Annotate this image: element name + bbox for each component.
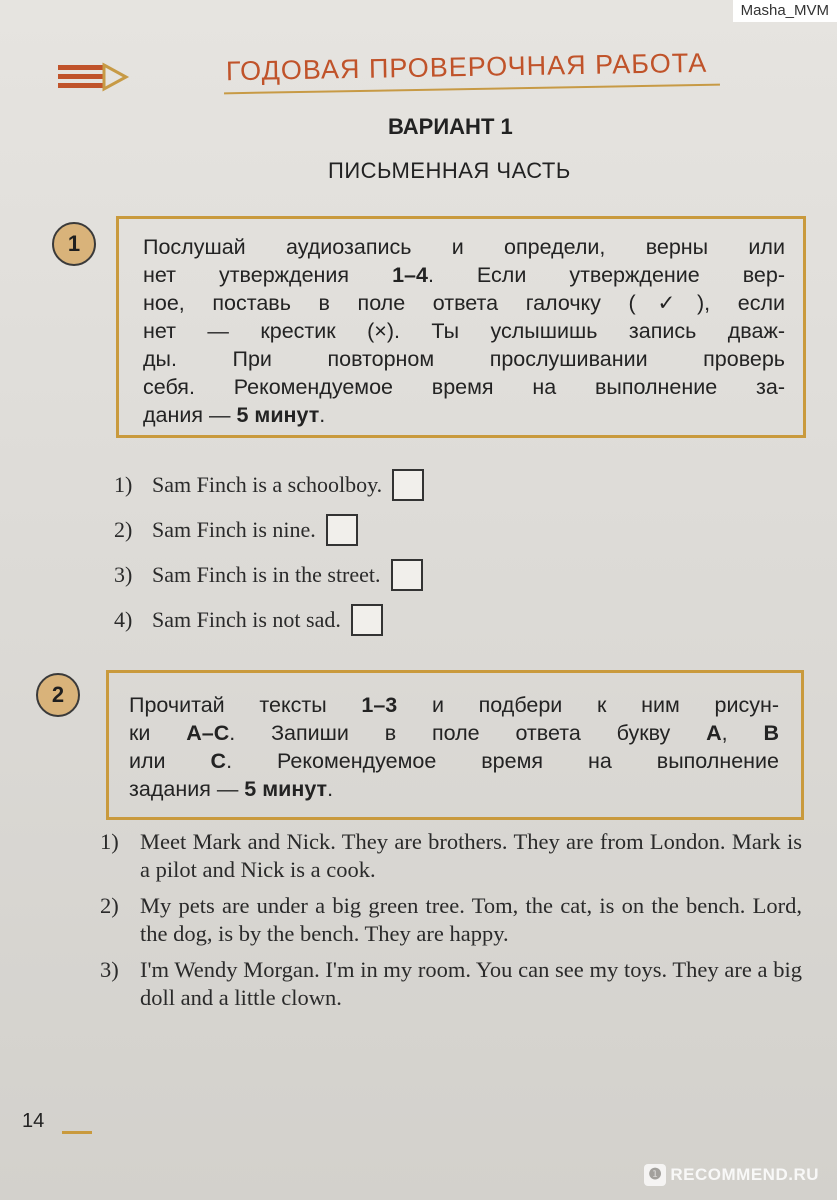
task-1-line-4: нет — крестик (×). Ты услышишь запись дваж- bbox=[143, 319, 785, 343]
reading-text-item bbox=[100, 956, 802, 1012]
task-1-line-5: ды. При повторном прослушивании проверь bbox=[143, 347, 785, 371]
site-watermark-text: RECOMMEND.RU bbox=[670, 1165, 819, 1184]
task-1-line-1: Послушай аудиозапись и определи, верны или bbox=[143, 235, 785, 259]
reading-text-number: 1) bbox=[100, 829, 119, 854]
task-1-line-7: дания — 5 минут. bbox=[143, 403, 326, 427]
task-2-letter-a: A bbox=[706, 721, 722, 745]
task-2-letter-c: C bbox=[210, 749, 227, 773]
task-2-line-3: или C. Рекомендуемое время на выполнение bbox=[129, 749, 780, 773]
pencil-icon bbox=[56, 62, 130, 92]
statement-item bbox=[114, 552, 424, 597]
recommend-logo-icon: ❶ bbox=[644, 1164, 666, 1186]
statement-item bbox=[114, 597, 424, 642]
reading-text-item bbox=[100, 892, 802, 948]
statement-text: Sam Finch is nine. bbox=[152, 516, 316, 542]
task-1-range: 1–4 bbox=[392, 263, 428, 287]
task-1-statements bbox=[114, 462, 424, 642]
task-2-letters: A–C bbox=[186, 721, 230, 745]
answer-checkbox[interactable] bbox=[326, 514, 358, 546]
task-2-instruction-box bbox=[106, 670, 804, 820]
task-1-line-2: нет утверждения 1–4. Если утверждение вер- bbox=[143, 263, 785, 287]
statement-number: 1) bbox=[114, 471, 133, 497]
task-2-line-2: ки A–C. Запиши в поле ответа букву A, B bbox=[129, 721, 779, 745]
task-2-range: 1–3 bbox=[361, 693, 398, 717]
reading-text-body: Meet Mark and Nick. They are brothers. They are from London. Mark is a pilot and Nick is a cook. bbox=[140, 829, 802, 882]
statement-item bbox=[114, 462, 424, 507]
task-1-time: 5 минут bbox=[236, 403, 320, 427]
reading-text-number: 3) bbox=[100, 957, 119, 982]
statement-number: 2) bbox=[114, 516, 133, 542]
author-watermark: Masha_MVM bbox=[733, 0, 837, 22]
reading-text-number: 2) bbox=[100, 893, 119, 918]
page-number: 14 bbox=[22, 1110, 45, 1132]
reading-text-item bbox=[100, 828, 802, 884]
statement-number: 3) bbox=[114, 561, 133, 587]
reading-text-body: My pets are under a big green tree. Tom, the cat, is on the bench. Lord, the dog, is by the bench. They are happy. bbox=[140, 893, 802, 946]
page-header-title: ГОДОВАЯ ПРОВЕРОЧНАЯ РАБОТА bbox=[225, 47, 708, 87]
task-2-texts bbox=[100, 828, 802, 1020]
task-1-instruction-box bbox=[116, 216, 806, 438]
answer-checkbox[interactable] bbox=[351, 604, 383, 636]
page-number-underline bbox=[62, 1131, 92, 1134]
task-2-number-badge: 2 bbox=[36, 673, 80, 717]
statement-text: Sam Finch is not sad. bbox=[152, 606, 341, 632]
task-1-line-6: себя. Рекомендуемое время на выполнение за- bbox=[143, 375, 785, 399]
statement-item bbox=[114, 507, 424, 552]
statement-text: Sam Finch is in the street. bbox=[152, 561, 381, 587]
task-2-letter-b: B bbox=[763, 721, 779, 745]
section-title: ПИСЬМЕННАЯ ЧАСТЬ bbox=[328, 158, 571, 183]
statement-number: 4) bbox=[114, 606, 133, 632]
task-1-number-badge: 1 bbox=[52, 222, 96, 266]
task-2-line-1: Прочитай тексты 1–3 и подбери к ним рисун- bbox=[129, 693, 780, 717]
reading-text-body: I'm Wendy Morgan. I'm in my room. You can see my toys. They are a big doll and a little clown. bbox=[140, 957, 802, 1010]
task-2-line-4: задания — 5 минут. bbox=[129, 777, 334, 801]
answer-checkbox[interactable] bbox=[391, 559, 423, 591]
variant-title: ВАРИАНТ 1 bbox=[388, 114, 513, 139]
task-1-line-3: ное, поставь в поле ответа галочку (✓), если bbox=[143, 291, 785, 315]
site-watermark bbox=[644, 1164, 819, 1186]
answer-checkbox[interactable] bbox=[392, 469, 424, 501]
statement-text: Sam Finch is a schoolboy. bbox=[152, 471, 383, 497]
task-2-time: 5 минут bbox=[244, 777, 328, 801]
